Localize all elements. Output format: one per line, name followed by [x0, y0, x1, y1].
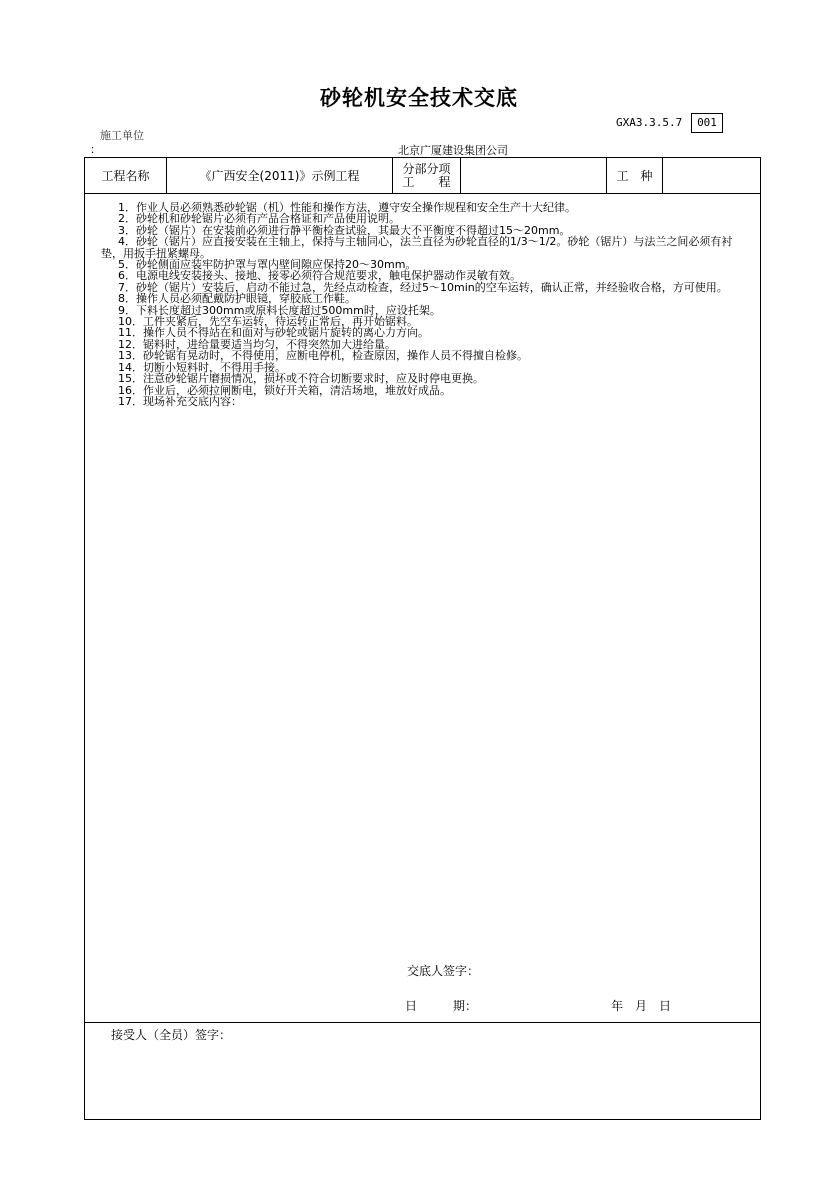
list-item: 16．作业后，必须拉闸断电，锁好开关箱，清洁场地，堆放好成品。	[118, 383, 451, 397]
construction-unit-colon: ：	[90, 143, 101, 156]
list-item: 10．工件夹紧后，先空车运转，待运转正常后，再开始锯料。	[118, 315, 418, 329]
form-number-box: 001	[691, 113, 723, 133]
project-name-value: 《广西安全(2011)》示例工程	[167, 158, 393, 193]
trade-value	[663, 158, 760, 193]
sub-project-label-line2: 工 程	[402, 174, 451, 189]
list-item: 3．砂轮（锯片）在安装前必须进行静平衡检查试验，其最大不平衡度不得超过15～20mm。	[118, 223, 571, 237]
discloser-signature-label: 交底人签字：	[407, 964, 480, 978]
list-item: 4．砂轮（锯片）应直接安装在主轴上，保持与主轴同心，法兰直径为砂轮直径的1/3～1/2。砂轮（锯片）与法兰之间必须有衬垫，用扳手扭紧螺母。	[101, 235, 733, 260]
form-code: GXA3.3.5.7	[616, 116, 683, 129]
sub-project-value	[461, 158, 607, 193]
list-item: 14．切断小短料时，不得用手接。	[118, 360, 286, 374]
construction-unit-label: 施工单位	[100, 130, 144, 141]
list-item: 11．操作人员不得站在和面对与砂轮或锯片旋转的离心力方向。	[118, 326, 429, 340]
list-item: 7．砂轮（锯片）安装后，启动不能过急，先经点动检查，经过5～10min的空车运转，确认正常，并经验收合格，方可使用。	[118, 280, 728, 294]
header-row	[85, 158, 760, 194]
list-item: 15．注意砂轮锯片磨损情况，损坏或不符合切断要求时，应及时停电更换。	[118, 372, 484, 386]
list-item: 6．电源电线安装接头、接地、接零必须符合规范要求，触电保护器动作灵敏有效。	[118, 269, 521, 283]
trade-label: 工 种	[607, 158, 663, 193]
receiver-signature-label: 接受人（全员）签字：	[111, 1028, 232, 1042]
date-label: 日 期：	[405, 999, 478, 1013]
list-item: 17．现场补充交底内容：	[118, 394, 242, 408]
list-item: 9．下料长度超过300mm或原料长度超过500mm时，应设托架。	[118, 303, 441, 317]
divider	[85, 1022, 760, 1023]
list-item: 8．操作人员必须配戴防护眼镜，穿胶底工作鞋。	[118, 292, 356, 306]
date-line	[405, 997, 671, 1014]
construction-unit-name: 北京广厦建设集团公司	[398, 144, 508, 157]
project-name-label: 工程名称	[85, 158, 167, 193]
list-item: 13．砂轮锯有晃动时，不得使用，应断电停机，检查原因，操作人员不得擅自检修。	[118, 349, 528, 363]
date-ymd: 年 月 日	[611, 999, 672, 1013]
sub-project-label	[393, 158, 461, 193]
sub-project-label-line1: 分部分项	[402, 161, 451, 176]
list-item: 5．砂轮侧面应装牢防护罩与罩内壁间隙应保持20～30mm。	[118, 258, 417, 272]
list-item: 2．砂轮机和砂轮锯片必须有产品合格证和产品使用说明。	[118, 212, 400, 226]
doc-title: 砂轮机安全技术交底	[320, 86, 518, 110]
list-item: 12．锯料时，进给量要适当均匀，不得突然加大进给量。	[118, 337, 396, 351]
list-item: 1．作业人员必须熟悉砂轮锯（机）性能和操作方法，遵守安全操作规程和安全生产十大纪律。	[118, 201, 576, 214]
safety-items-list	[101, 202, 753, 407]
disclosure-form	[84, 157, 761, 1120]
